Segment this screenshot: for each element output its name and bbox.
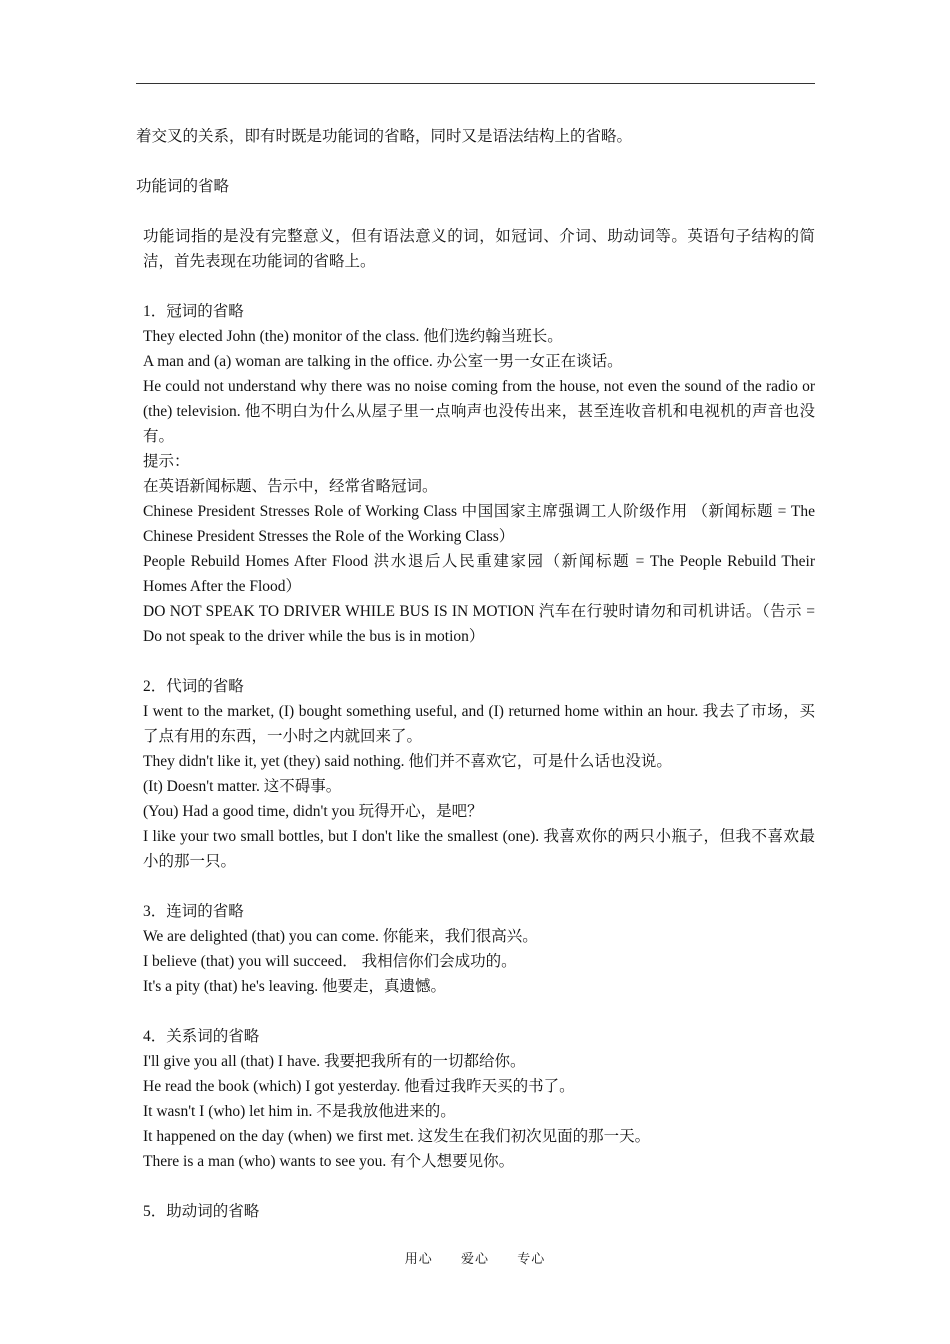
intro-continuation: 着交叉的关系，即有时既是功能词的省略，同时又是语法结构上的省略。	[136, 128, 633, 145]
footer-item: 用心	[404, 1251, 433, 1266]
example-line: A man and (a) woman are talking in the office. 办公室一男一女正在谈话。	[143, 353, 623, 370]
intro-paragraph: 功能词指的是没有完整意义，但有语法意义的词，如冠词、介词、助动词等。英语句子结构的简洁，首先表现在功能词的省略上。	[143, 228, 815, 270]
tip-label: 提示：	[143, 453, 190, 470]
page-footer	[0, 1248, 950, 1267]
example-line: I like your two small bottles, but I don't like the smallest (one). 我喜欢你的两只小瓶子，但我不喜欢最小的那一只。	[143, 828, 815, 870]
example-line: They didn't like it, yet (they) said nothing. 他们并不喜欢它，可是什么话也没说。	[143, 753, 672, 770]
example-line: It wasn't I (who) let him in. 不是我放他进来的。	[143, 1103, 456, 1120]
example-line: It's a pity (that) he's leaving. 他要走，真遗憾。	[143, 978, 447, 995]
example-line: We are delighted (that) you can come. 你能来，我们很高兴。	[143, 928, 538, 945]
section-title-pronouns: 2．代词的省略	[143, 678, 244, 695]
tip-text: 在英语新闻标题、告示中，经常省略冠词。	[143, 478, 438, 495]
example-line: People Rebuild Homes After Flood 洪水退后人民重建家园（新闻标题 = The People Rebuild Their Homes After the Flood）	[143, 553, 815, 595]
example-line: He read the book (which) I got yesterday. 他看过我昨天买的书了。	[143, 1078, 575, 1095]
page-content	[136, 124, 815, 1224]
example-line: Chinese President Stresses Role of Working Class 中国国家主席强调工人阶级作用 （新闻标题 = The Chinese President Stresses the Role of the Working Class）	[143, 503, 815, 545]
example-line: There is a man (who) wants to see you. 有个人想要见你。	[143, 1153, 515, 1170]
example-line: DO NOT SPEAK TO DRIVER WHILE BUS IS IN MOTION 汽车在行驶时请勿和司机讲话。（告示 = Do not speak to the driver while the bus is in motion）	[143, 603, 815, 645]
example-line: They elected John (the) monitor of the class. 他们选约翰当班长。	[143, 328, 563, 345]
section-title-articles: 1．冠词的省略	[143, 303, 244, 320]
example-line: I believe (that) you will succeed． 我相信你们会成功的。	[143, 953, 517, 970]
section-heading: 功能词的省略	[136, 178, 230, 195]
section-title-conjunctions: 3．连词的省略	[143, 903, 244, 920]
header-rule	[136, 83, 815, 84]
example-line: I'll give you all (that) I have. 我要把我所有的一切都给你。	[143, 1053, 526, 1070]
example-line: It happened on the day (when) we first met. 这发生在我们初次见面的那一天。	[143, 1128, 651, 1145]
footer-item: 爱心	[460, 1251, 489, 1266]
footer-item: 专心	[517, 1251, 546, 1266]
example-line: He could not understand why there was no noise coming from the house, not even the sound of the radio or (the) television. 他不明白为什么从屋子里一点响声也没传出来，甚至连收音机和电视机的声音也没有。	[143, 378, 815, 445]
example-line: (It) Doesn't matter. 这不碍事。	[143, 778, 342, 795]
example-line: I went to the market, (I) bought something useful, and (I) returned home within an hour. 我去了市场，买了点有用的东西，一小时之内就回来了。	[143, 703, 815, 745]
example-line: (You) Had a good time, didn't you 玩得开心，是吧？	[143, 803, 483, 820]
section-title-auxiliaries: 5．助动词的省略	[143, 1203, 260, 1220]
section-title-relatives: 4．关系词的省略	[143, 1028, 260, 1045]
